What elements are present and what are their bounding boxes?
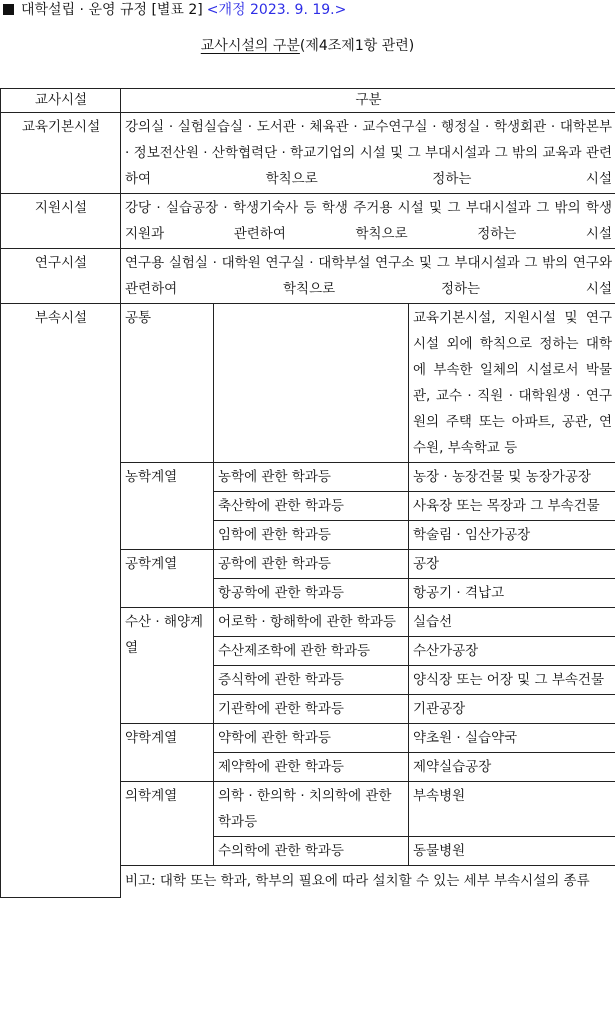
table-title-reference: (제4조제1항 관련) xyxy=(299,38,415,54)
row-category: 교육기본시설 xyxy=(1,113,121,194)
facility-cell: 실습선 xyxy=(409,608,615,637)
table-row xyxy=(1,304,615,463)
dept-cell: 수산제조학에 관한 학과등 xyxy=(214,637,409,666)
facility-cell: 학술림 · 임산가공장 xyxy=(409,521,615,550)
dept-cell: 어로학 · 항해학에 관한 학과등 xyxy=(214,608,409,637)
table-note: 비고: 대학 또는 학과, 학부의 필요에 따라 설치할 수 있는 세부 부속시설의 종류 xyxy=(121,866,615,898)
dept-cell: 약학에 관한 학과등 xyxy=(214,724,409,753)
table-title-main: 교사시설의 구분 xyxy=(200,38,300,54)
group-name: 약학계열 xyxy=(121,724,214,782)
table-title xyxy=(0,36,615,56)
facility-cell: 공장 xyxy=(409,550,615,579)
revision-date[interactable]: <개정 2023. 9. 19.> xyxy=(206,2,347,18)
col-header-classification: 구분 xyxy=(121,89,615,113)
row-category: 지원시설 xyxy=(1,194,121,249)
facility-cell: 사육장 또는 목장과 그 부속건물 xyxy=(409,492,615,521)
table-row xyxy=(1,113,615,194)
facility-cell: 교육기본시설, 지원시설 및 연구시설 외에 학칙으로 정하는 대학에 부속한 일체의 시설로서 박물관, 교수 · 직원 · 대학원생 · 연구원의 주택 또는 아파트, 공관, 연수원, 부속학교 등 xyxy=(409,304,615,463)
facility-cell: 수산가공장 xyxy=(409,637,615,666)
group-common: 공통 xyxy=(121,304,214,463)
table-header-row xyxy=(1,89,615,113)
facility-cell: 양식장 또는 어장 및 그 부속건물 xyxy=(409,666,615,695)
dept-cell: 축산학에 관한 학과등 xyxy=(214,492,409,521)
facility-cell: 부속병원 xyxy=(409,782,615,837)
dept-cell: 기관학에 관한 학과등 xyxy=(214,695,409,724)
row-description: 강당 · 실습공장 · 학생기숙사 등 학생 주거용 시설 및 그 부대시설과 그 밖의 학생 지원과 관련하여 학칙으로 정하는 시설 xyxy=(121,194,615,249)
group-name: 의학계열 xyxy=(121,782,214,866)
dept-cell: 임학에 관한 학과등 xyxy=(214,521,409,550)
col-header-facility: 교사시설 xyxy=(1,89,121,113)
document-header xyxy=(3,0,346,20)
facility-cell: 약초원 · 실습약국 xyxy=(409,724,615,753)
dept-cell: 제약학에 관한 학과등 xyxy=(214,753,409,782)
square-bullet-icon xyxy=(3,4,14,15)
dept-cell: 항공학에 관한 학과등 xyxy=(214,579,409,608)
group-name: 수산 · 해양계열 xyxy=(121,608,214,724)
facility-classification-table xyxy=(0,88,615,898)
facility-cell: 항공기 · 격납고 xyxy=(409,579,615,608)
row-category: 연구시설 xyxy=(1,249,121,304)
dept-cell: 공학에 관한 학과등 xyxy=(214,550,409,579)
facility-cell: 농장 · 농장건물 및 농장가공장 xyxy=(409,463,615,492)
group-name: 농학계열 xyxy=(121,463,214,550)
facility-cell: 동물병원 xyxy=(409,837,615,866)
facility-cell: 제약실습공장 xyxy=(409,753,615,782)
dept-cell: 농학에 관한 학과등 xyxy=(214,463,409,492)
group-name: 공학계열 xyxy=(121,550,214,608)
dept-cell: 수의학에 관한 학과등 xyxy=(214,837,409,866)
row-category-affiliated: 부속시설 xyxy=(1,304,121,898)
table-row xyxy=(1,249,615,304)
dept-cell: 증식학에 관한 학과등 xyxy=(214,666,409,695)
facility-cell: 기관공장 xyxy=(409,695,615,724)
dept-cell xyxy=(214,304,409,463)
row-description: 강의실 · 실험실습실 · 도서관 · 체육관 · 교수연구실 · 행정실 · 학생회관 · 대학본부 · 정보전산원 · 산학협력단 · 학교기업의 시설 및 그 부대시설과 그 밖의 교육과 관련하여 학칙으로 정하는 시설 xyxy=(121,113,615,194)
row-description: 연구용 실험실 · 대학원 연구실 · 대학부설 연구소 및 그 부대시설과 그 밖의 연구와 관련하여 학칙으로 정하는 시설 xyxy=(121,249,615,304)
regulation-label: 대학설립 · 운영 규정 [별표 2] xyxy=(21,2,203,18)
dept-cell: 의학 · 한의학 · 치의학에 관한 학과등 xyxy=(214,782,409,837)
table-row xyxy=(1,194,615,249)
